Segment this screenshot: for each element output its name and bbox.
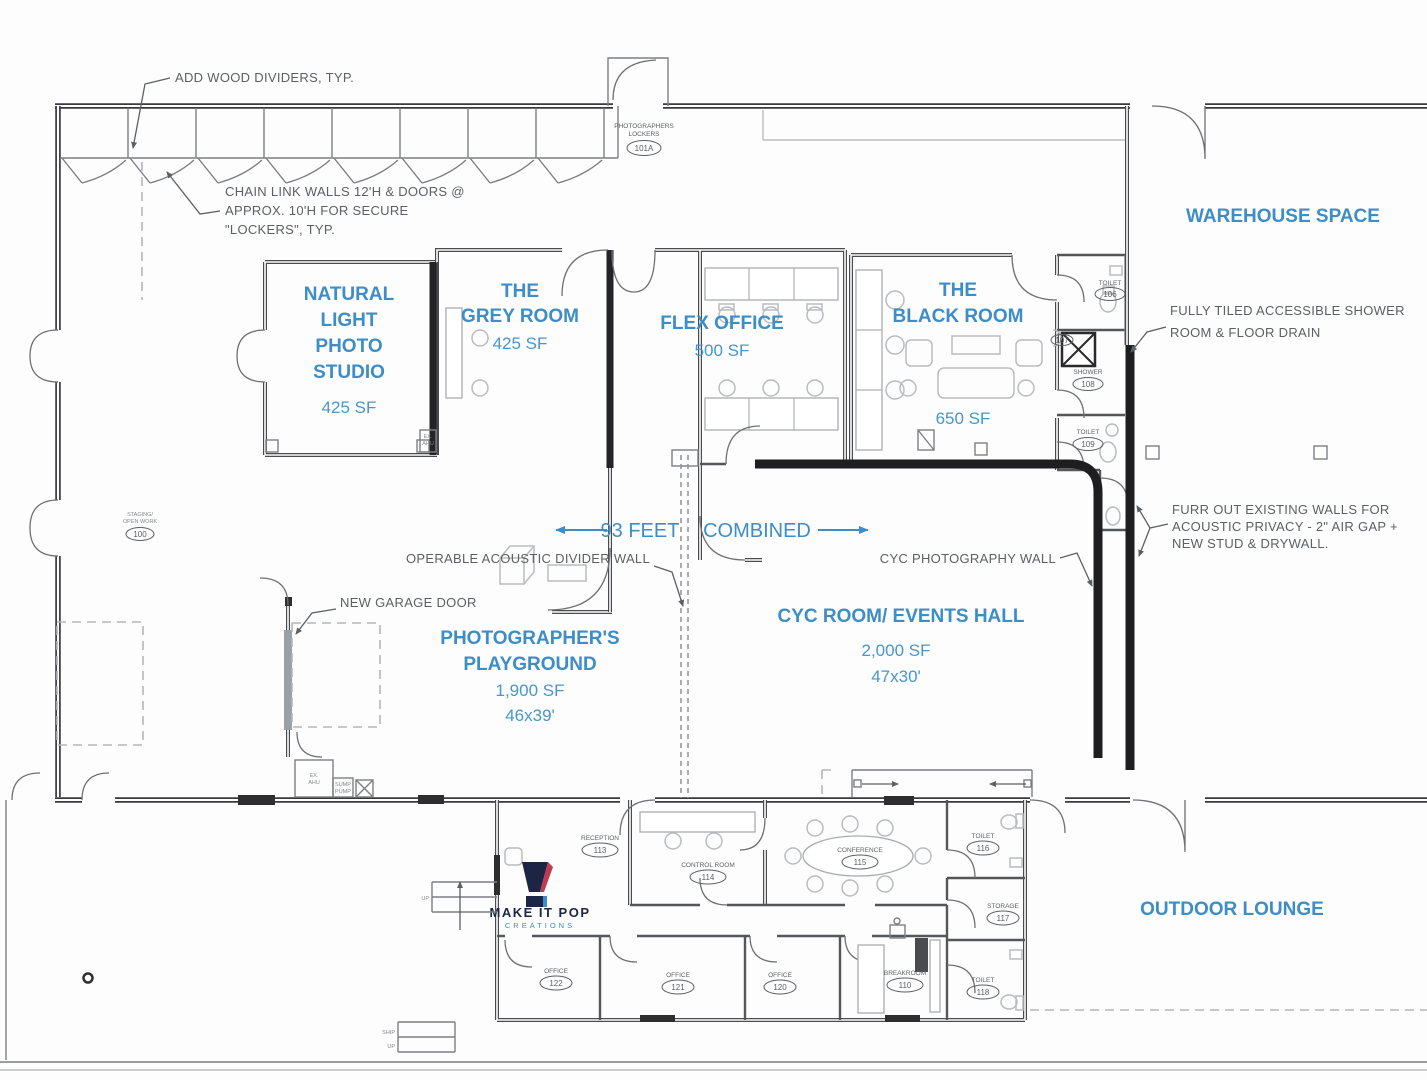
new-garage-door-note: NEW GARAGE DOOR: [340, 595, 477, 610]
toilet-106-name: TOILET: [1098, 280, 1122, 287]
add-wood-dividers-note: ADD WOOD DIVIDERS, TYP.: [175, 70, 355, 85]
dimension-combined-text: COMBINED: [703, 520, 811, 542]
shower-note-line1: FULLY TILED ACCESSIBLE SHOWER: [1170, 303, 1405, 318]
room-photographers-playground: [57, 578, 620, 797]
tag-breakroom-110: [884, 970, 926, 992]
furr-note-line2: ACOUSTIC PRIVACY - 2" AIR GAP +: [1172, 519, 1398, 534]
el-room-label-line1: EX.: [309, 773, 319, 779]
shower-108-name: SHOWER: [1073, 369, 1103, 376]
operable-divider-wall: [681, 455, 688, 798]
playground-area-label: 1,900 SF: [495, 681, 565, 700]
toilet-106-num: 106: [1103, 290, 1117, 299]
office-suite: [489, 800, 1065, 1022]
room-flex-office: [612, 250, 845, 560]
tag-toilet-116: [967, 833, 999, 855]
office-121-num: 121: [671, 983, 685, 992]
toilet-109-num: 109: [1081, 440, 1095, 449]
tag-toilet-109: [1073, 429, 1103, 451]
lockers-tag-line2: LOCKERS: [628, 131, 660, 138]
dimension-93-feet-combined: [556, 520, 868, 542]
logo-subtitle: CREATIONS: [504, 921, 576, 930]
lockers-tag-num: 101A: [634, 144, 654, 153]
chain-link-note-line2: APPROX. 10'H FOR SECURE: [225, 203, 409, 218]
staging-tag-line1: STAGING/: [127, 512, 153, 518]
playground-dims-label: 46x39': [505, 706, 555, 725]
tag-toilet-106: [1095, 280, 1125, 301]
tag-shower-108: [1073, 369, 1103, 391]
logo-title: MAKE IT POP: [489, 905, 591, 920]
shower-108-num: 108: [1081, 380, 1095, 389]
tag-office-120: [764, 972, 796, 994]
office-121-name: OFFICE: [666, 972, 690, 979]
toilet-118-name: TOILET: [971, 977, 995, 984]
reception-num: 113: [593, 846, 607, 855]
office-122-num: 122: [549, 979, 563, 988]
conference-name: CONFERENCE: [837, 847, 883, 854]
room-cyc-events-hall: [672, 426, 1098, 805]
sump-label-line2: PUMP: [335, 789, 351, 795]
studio-label-line3: PHOTO: [315, 336, 383, 357]
toilet-116-name: TOILET: [971, 833, 995, 840]
tag-reception-113: [581, 835, 619, 857]
storage-num: 117: [996, 914, 1010, 923]
outdoor-lounge: [1030, 899, 1427, 1010]
dimension-93-feet-text: 93 FEET: [600, 520, 680, 542]
tag-office-121: [662, 972, 694, 994]
reception-name: RECEPTION: [581, 835, 619, 842]
studio-label-line2: LIGHT: [320, 310, 378, 331]
playground-label-line1: PHOTOGRAPHER'S: [440, 628, 620, 649]
office-120-num: 120: [773, 983, 787, 992]
cyc-room-area-label: 2,000 SF: [861, 641, 931, 660]
playground-label-line2: PLAYGROUND: [463, 654, 597, 675]
flex-office-area-label: 500 SF: [694, 341, 750, 360]
room-natural-light-photo-studio: [237, 262, 437, 455]
studio-label-line1: NATURAL: [303, 284, 395, 305]
studio-label-line4: STUDIO: [313, 362, 385, 383]
el-room-label-line2: AHU: [308, 780, 320, 786]
shower-note-line2: ROOM & FLOOR DRAIN: [1170, 325, 1321, 340]
tag-staging-open-work: [84, 512, 158, 983]
grey-room-area-label: 425 SF: [492, 334, 548, 353]
toilet-109-name: TOILET: [1076, 429, 1100, 436]
lockers-tag-line1: PHOTOGRAPHERS: [614, 123, 674, 130]
ship-label: SHIP: [382, 1030, 395, 1036]
site-boundary: [0, 1062, 1427, 1070]
furr-note-line1: FURR OUT EXISTING WALLS FOR: [1172, 502, 1390, 517]
storage-name: STORAGE: [987, 903, 1019, 910]
control-room-num: 114: [701, 873, 715, 882]
black-room-label-line1: THE: [939, 280, 977, 301]
grey-room-label-line2: GREY ROOM: [461, 306, 579, 327]
sump-label-line1: SUMP: [335, 782, 351, 788]
bathroom-strip: [1051, 255, 1128, 530]
stair-up-label: UP: [421, 896, 429, 902]
chain-link-note-line3: "LOCKERS", TYP.: [225, 222, 336, 237]
tag-photographers-lockers: [614, 123, 674, 156]
room-black-room: [851, 255, 1057, 462]
office-122-name: OFFICE: [544, 968, 568, 975]
staging-tag-line2: OPEN WORK: [122, 519, 158, 525]
tag-control-room-114: [681, 862, 735, 884]
toilet-118-num: 118: [976, 988, 990, 997]
chain-link-note-line1: CHAIN LINK WALLS 12'H & DOORS @: [225, 184, 465, 199]
stairs: [382, 882, 497, 1052]
cyc-wall-note: CYC PHOTOGRAPHY WALL: [879, 551, 1056, 566]
furr-note-line3: NEW STUD & DRYWALL.: [1172, 536, 1329, 551]
tag-toilet-118: [967, 977, 999, 999]
cyc-room-dims-label: 47x30': [871, 667, 921, 686]
studio-ahu-line1: EX.: [423, 434, 433, 440]
staging-tag-num: 100: [133, 530, 147, 539]
studio-area-label: 425 SF: [321, 398, 377, 417]
grey-room-label-line1: THE: [501, 281, 539, 302]
tag-storage-117: [987, 903, 1019, 925]
control-room-name: CONTROL ROOM: [681, 862, 735, 869]
breakroom-name: BREAKROOM: [883, 970, 927, 977]
cyc-room-label: CYC ROOM/ EVENTS HALL: [777, 606, 1025, 627]
operable-divider-note: OPERABLE ACOUSTIC DIVIDER WALL: [405, 551, 650, 566]
make-it-pop-logo: [489, 862, 590, 930]
outdoor-lounge-label: OUTDOOR LOUNGE: [1140, 899, 1324, 920]
black-room-area-label: 650 SF: [935, 409, 991, 428]
conference-num: 115: [853, 858, 867, 867]
warehouse-space-label: WAREHOUSE SPACE: [1186, 206, 1380, 227]
toilet-116-num: 116: [976, 844, 990, 853]
studio-ahu-line2: AHU: [422, 441, 434, 447]
breakroom-num: 110: [898, 981, 912, 990]
office-120-name: OFFICE: [768, 972, 792, 979]
tag-107-num: 107: [1055, 336, 1069, 345]
lower-up-label: UP: [387, 1044, 395, 1050]
flex-office-label: FLEX OFFICE: [660, 313, 784, 334]
tag-office-122: [540, 968, 572, 990]
black-room-label-line2: BLACK ROOM: [892, 306, 1024, 327]
